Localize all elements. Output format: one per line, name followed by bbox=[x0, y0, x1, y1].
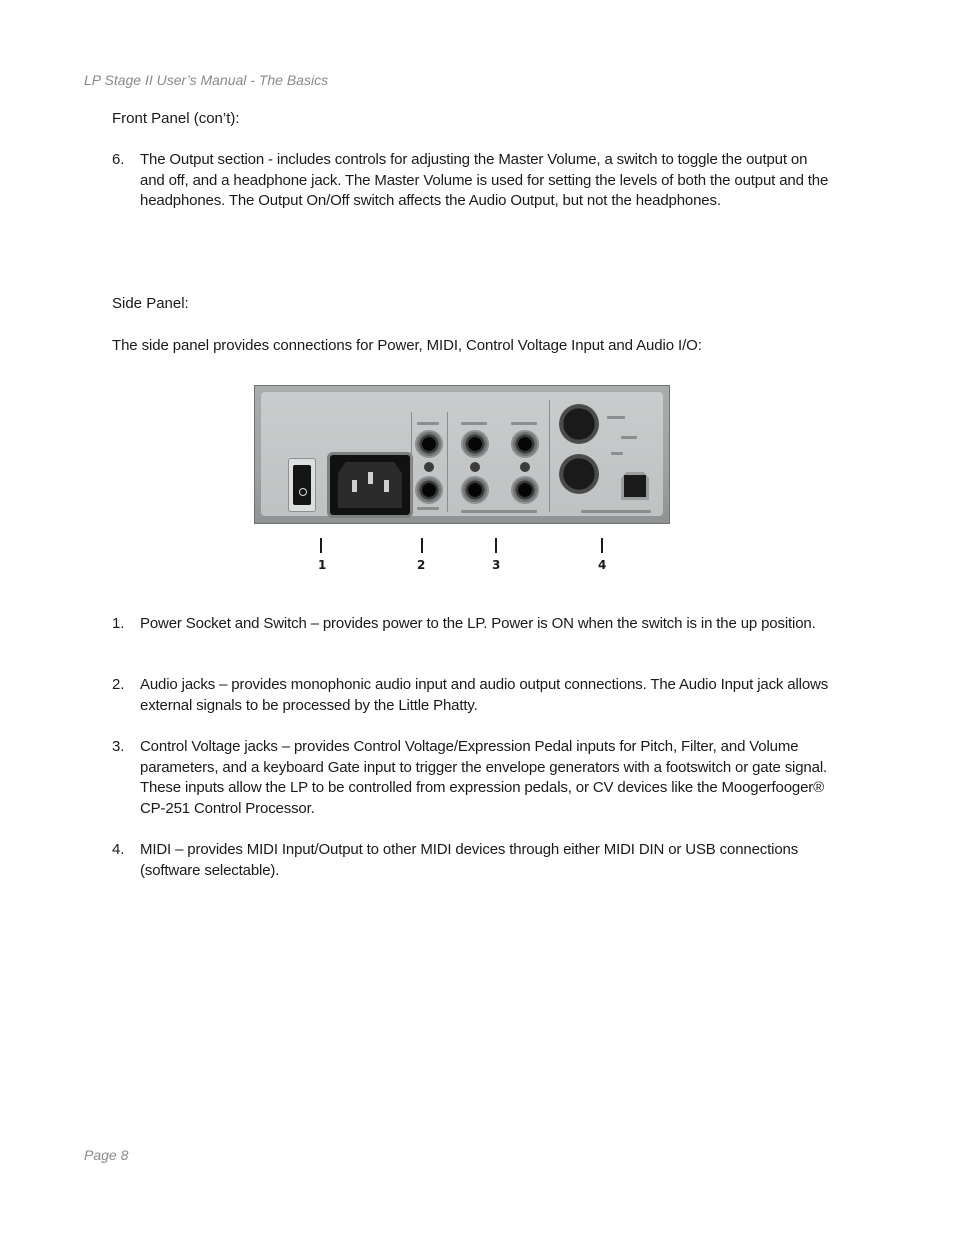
power-switch bbox=[288, 458, 316, 512]
panel-divider bbox=[411, 412, 412, 512]
callout-line bbox=[320, 538, 322, 553]
front-panel-heading: Front Panel (con’t): bbox=[112, 110, 240, 127]
side-panel-heading: Side Panel: bbox=[112, 295, 189, 312]
jack-label-mark bbox=[607, 416, 625, 419]
audio-output-jack bbox=[415, 476, 443, 504]
jack-label-mark bbox=[611, 452, 623, 455]
list-item-text: MIDI – provides MIDI Input/Output to other MIDI devices through either MIDI DIN or USB connections (software selectable). bbox=[140, 841, 799, 879]
cv-pitch-jack bbox=[461, 430, 489, 458]
callout-line bbox=[601, 538, 603, 553]
usb-port-icon bbox=[621, 472, 649, 500]
socket-pin bbox=[368, 472, 373, 484]
jack-label-mark bbox=[461, 510, 537, 513]
socket-pin bbox=[384, 480, 389, 492]
callout-line bbox=[495, 538, 497, 553]
list-item-number: 6. bbox=[112, 151, 125, 168]
jack-led-dot bbox=[470, 462, 480, 472]
panel-face bbox=[261, 392, 663, 516]
jack-led-dot bbox=[424, 462, 434, 472]
callout-number: 1 bbox=[318, 558, 327, 572]
panel-divider bbox=[447, 412, 448, 512]
audio-input-jack bbox=[415, 430, 443, 458]
callout-number: 3 bbox=[492, 558, 501, 572]
power-socket-inner bbox=[338, 462, 402, 508]
callout-number: 2 bbox=[417, 558, 426, 572]
callout-number: 4 bbox=[598, 558, 607, 572]
cv-filter-jack bbox=[461, 476, 489, 504]
power-socket bbox=[327, 452, 413, 518]
list-item-text: Control Voltage jacks – provides Control Voltage/Expression Pedal inputs for Pitch, Filter, and Volume parameters, and a keyboard Gate input to trigger the envelope generators with a footswitch or gate signal. These inputs allow the LP to be controlled from expression pedals, or CV devices like the Moogerfooger® CP-251 Control Processor. bbox=[140, 738, 828, 817]
jack-label-mark bbox=[621, 436, 637, 439]
panel-divider bbox=[549, 400, 550, 512]
list-item bbox=[112, 737, 832, 819]
list-item bbox=[112, 614, 832, 635]
jack-led-dot bbox=[520, 462, 530, 472]
side-panel-intro: The side panel provides connections for Power, MIDI, Control Voltage Input and Audio I/O: bbox=[112, 337, 702, 354]
cv-volume-jack bbox=[511, 430, 539, 458]
callout-line bbox=[421, 538, 423, 553]
midi-in-din-icon bbox=[559, 454, 599, 494]
list-item bbox=[112, 675, 832, 716]
jack-label-mark bbox=[417, 422, 439, 425]
list-item-number: 1. bbox=[112, 615, 125, 632]
jack-label-mark bbox=[581, 510, 651, 513]
power-switch-mark bbox=[299, 488, 307, 496]
side-panel-figure bbox=[254, 385, 670, 524]
power-switch-rocker bbox=[293, 465, 311, 505]
jack-label-mark bbox=[461, 422, 487, 425]
list-item-text: Audio jacks – provides monophonic audio input and audio output connections. The Audio Input jack allows external signals to be processed by the Little Phatty. bbox=[140, 676, 829, 714]
page-number: Page 8 bbox=[84, 1147, 129, 1163]
midi-out-din-icon bbox=[559, 404, 599, 444]
list-item-number: 2. bbox=[112, 676, 125, 693]
jack-label-mark bbox=[511, 422, 537, 425]
list-item bbox=[112, 150, 832, 212]
socket-pin bbox=[352, 480, 357, 492]
list-item-text: Power Socket and Switch – provides power to the LP. Power is ON when the switch is in the up position. bbox=[140, 615, 816, 632]
list-item-number: 4. bbox=[112, 841, 125, 858]
running-header: LP Stage II User’s Manual - The Basics bbox=[84, 72, 329, 88]
cv-gate-jack bbox=[511, 476, 539, 504]
jack-label-mark bbox=[417, 507, 439, 510]
list-item-text: The Output section - includes controls for adjusting the Master Volume, a switch to toggle the output on and off, and a headphone jack. The Master Volume is used for setting the levels of both the output and the headphones. The Output On/Off switch affects the Audio Output, but not the headphones. bbox=[140, 151, 829, 210]
list-item bbox=[112, 840, 832, 881]
list-item-number: 3. bbox=[112, 738, 125, 755]
